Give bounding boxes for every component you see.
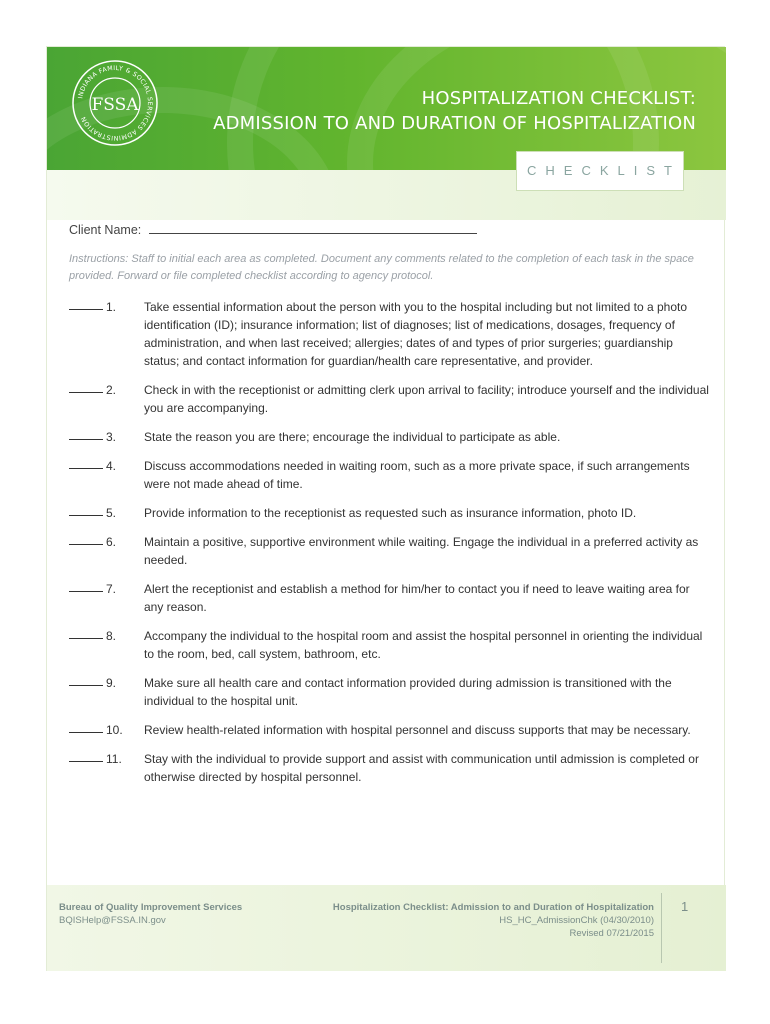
document-page — [46, 46, 725, 971]
item-number: 6. — [106, 535, 117, 549]
checklist-item — [69, 721, 709, 739]
initial-blank[interactable] — [69, 381, 103, 393]
checklist-item — [69, 750, 709, 786]
initial-blank[interactable] — [69, 674, 103, 686]
footer-contact — [59, 901, 242, 927]
item-text: State the reason you are there; encourage the individual to participate as able. — [144, 430, 561, 444]
initial-blank[interactable] — [69, 457, 103, 469]
item-text: Discuss accommodations needed in waiting room, such as a more private space, if such arrangements were not made ahead of time. — [144, 459, 690, 491]
item-number: 7. — [106, 582, 117, 596]
item-text: Review health-related information with hospital personnel and discuss supports that may be necessary. — [144, 723, 691, 737]
page-footer — [47, 885, 726, 971]
initial-blank[interactable] — [69, 428, 103, 440]
item-text: Make sure all health care and contact information provided during admission is transitioned with the individual to the hospital unit. — [144, 676, 672, 708]
fssa-logo — [71, 59, 159, 147]
client-name-field[interactable] — [69, 223, 477, 237]
item-number: 5. — [106, 506, 117, 520]
footer-doc-title: Hospitalization Checklist: Admission to and Duration of Hospitalization — [332, 902, 654, 913]
initial-blank[interactable] — [69, 750, 103, 762]
initial-blank[interactable] — [69, 580, 103, 592]
page-number: 1 — [681, 899, 689, 914]
item-number: 11. — [106, 752, 122, 766]
footer-revised: Revised 07/21/2015 — [569, 928, 654, 939]
item-number: 4. — [106, 459, 117, 473]
checklist-item — [69, 674, 709, 710]
item-text: Take essential information about the person with you to the hospital including but not limited to a photo identification (ID); insurance information; list of diagnoses; list of medications, dosages, frequency of administration, and when last received; allergies; dates of and types of prior surgeries; guardianship status; and contact information for guardian/health care representative, and provider. — [144, 300, 688, 368]
checklist-item — [69, 580, 709, 616]
checklist-item — [69, 298, 709, 370]
item-text: Maintain a positive, supportive environment while waiting. Engage the individual in a preferred activity as needed. — [144, 535, 699, 567]
logo-ring-text: INDIANA FAMILY & SOCIAL SERVICES ADMINISTRATION — [77, 64, 154, 142]
initial-blank[interactable] — [69, 533, 103, 545]
item-number: 8. — [106, 629, 117, 643]
checklist-items — [69, 298, 709, 797]
item-number: 3. — [106, 430, 117, 444]
checklist-item — [69, 504, 709, 522]
initial-blank[interactable] — [69, 721, 103, 733]
item-number: 10. — [106, 723, 123, 737]
footer-divider — [661, 893, 662, 963]
page-title-line2: ADMISSION TO AND DURATION OF HOSPITALIZATION — [213, 113, 696, 134]
checklist-item — [69, 457, 709, 493]
item-number: 2. — [106, 383, 117, 397]
checklist-tab: CHECKLIST — [516, 151, 684, 191]
footer-org: Bureau of Quality Improvement Services — [59, 902, 243, 913]
instructions: Instructions: Staff to initial each area as completed. Document any comments related to the completion of each task in the space provided. Forward or file completed checklist according to agency protocol. — [69, 253, 694, 282]
item-number: 1. — [106, 300, 117, 314]
footer-doc-info — [333, 901, 654, 940]
client-name-line[interactable] — [149, 223, 477, 234]
client-name-label: Client Name: — [69, 223, 142, 237]
item-text: Accompany the individual to the hospital room and assist the hospital personnel in orienting the individual to the room, bed, call system, bathroom, etc. — [144, 629, 703, 661]
footer-doc-code: HS_HC_AdmissionChk (04/30/2010) — [499, 915, 654, 926]
initial-blank[interactable] — [69, 627, 103, 639]
checklist-item — [69, 381, 709, 417]
checklist-item — [69, 533, 709, 569]
item-number: 9. — [106, 676, 117, 690]
page-title-line1: HOSPITALIZATION CHECKLIST: — [421, 88, 696, 109]
logo-monogram: FSSA — [91, 95, 139, 115]
item-text: Check in with the receptionist or admitting clerk upon arrival to facility; introduce yourself and the individual you are accompanying. — [144, 383, 709, 415]
item-text: Provide information to the receptionist as requested such as insurance information, photo ID. — [144, 506, 637, 520]
initial-blank[interactable] — [69, 298, 103, 310]
item-text: Alert the receptionist and establish a method for him/her to contact you if need to leave waiting area for any reason. — [144, 582, 690, 614]
checklist-item — [69, 627, 709, 663]
item-text: Stay with the individual to provide support and assist with communication until admission is completed or otherwise directed by hospital personnel. — [144, 752, 699, 784]
footer-email[interactable]: BQISHelp@FSSA.IN.gov — [59, 915, 166, 926]
initial-blank[interactable] — [69, 504, 103, 516]
checklist-item — [69, 428, 709, 446]
